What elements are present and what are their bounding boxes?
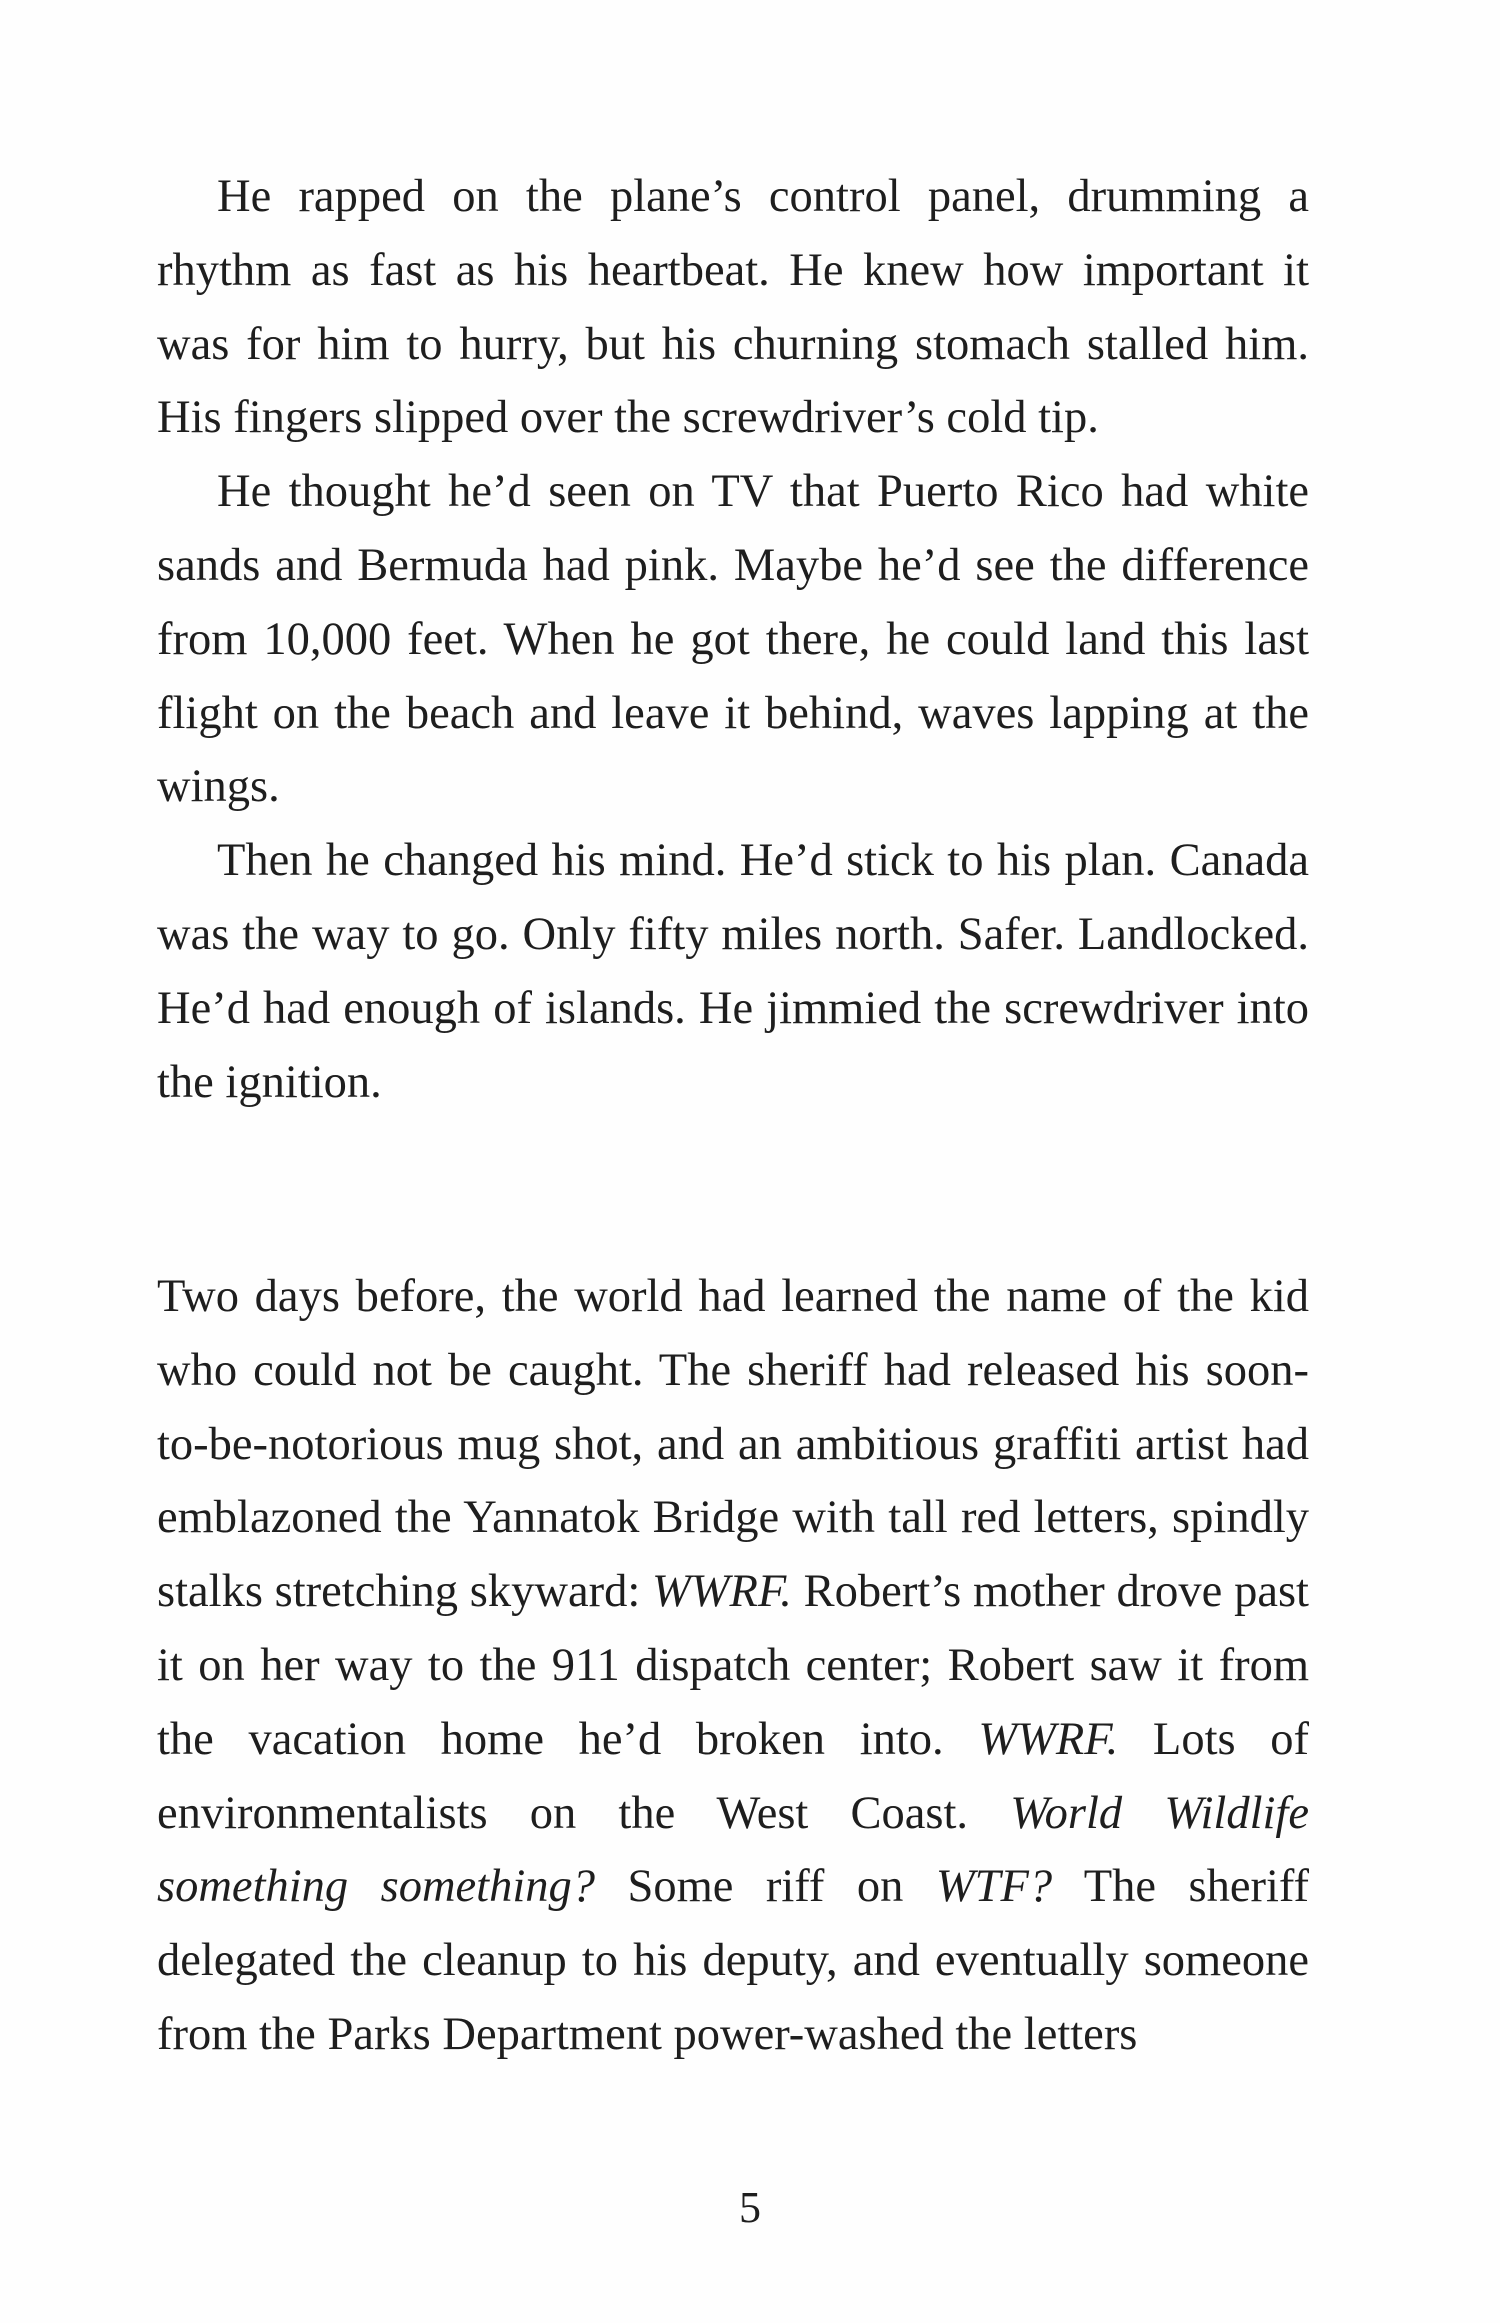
page-number: 5 [739,2183,761,2232]
text-run: Robert’s mother drove past it on her way to the 911 dispatch center; Robert saw it from the vacation home he’d broken into. [157,1566,1309,1765]
paragraph-2: He thought he’d seen on TV that Puerto Rico had white sands and Bermuda had pink. Maybe he’d see the difference from 10,000 feet. When he got there, he could land this last flight on the beach and leave it behind, waves lapping at the wings. [157,466,1309,813]
text-run: The sheriff delegated the cleanup to his deputy, and eventually someone from the Parks Department power-washed the letters [157,1861,1309,2060]
paragraph-1: He rapped on the plane’s control panel, drumming a rhythm as fast as his heartbeat. He knew how important it was for him to hurry, but his churning stomach stalled him. His fingers slipped over the screwdriver’s cold tip. [157,171,1309,444]
text-run: Some riff on [595,1861,936,1913]
italic-guess: World Wildlife something something? [157,1787,1309,1913]
text-run: Two days before, the world had learned the name of the kid who could not be caught. The sheriff had released his soon-to-be-notorious mug shot, and an ambitious graffiti artist had emblazoned the Yannatok Bridge with tall red letters, spindly stalks stretching skyward: [157,1271,1309,1618]
text-run: Lots of environmentalists on the West Coast. [157,1713,1310,1839]
graffiti-letters: WWRF. [652,1566,792,1618]
section-one [157,160,1309,1119]
paragraph-4 [157,1260,1309,2072]
graffiti-letters-repeat: WWRF. [978,1713,1119,1765]
paragraph-3: Then he changed his mind. He’d stick to his plan. Canada was the way to go. Only fifty miles north. Safer. Landlocked. He’d had enough of islands. He jimmied the screwdriver into the ignition. [157,835,1309,1108]
section-two [157,1260,1309,2072]
italic-acronym: WTF? [935,1861,1053,1913]
